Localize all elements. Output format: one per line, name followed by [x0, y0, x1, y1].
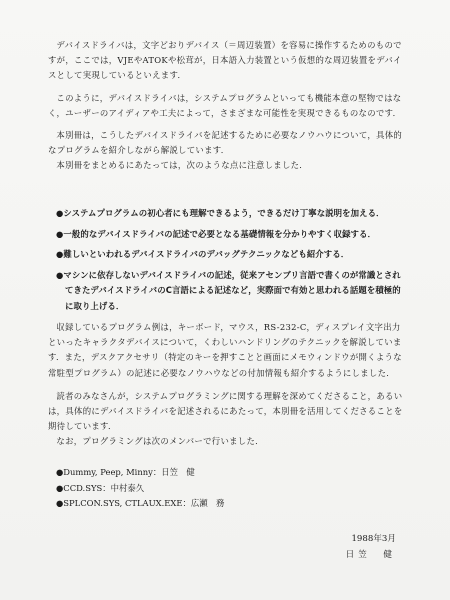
policy-item: ●マシンに依存しないデバイスドライバの記述，従来アセンブリ言語で書くのが常識とされてきたデバイスドライバのC言語による記述など，実際面で有効と思われる話題を積極的に取り上げる． — [56, 269, 401, 311]
policy-item: ●一般的なデバイスドライバの記述で必要となる基礎情報を分かりやすく収録する． — [56, 228, 376, 239]
program-section — [48, 320, 406, 450]
policy-item: ●難しいといわれるデバイスドライバのデバッグテクニックなども紹介する． — [56, 249, 350, 259]
intro-paragraph: このように，デバイスドライバは，システムプログラムといっても機能本意の堅物ではなく，ユーザーのアイディアや工夫によって，さまざまな可能性を実現できるものなのです． — [48, 92, 402, 118]
intro-paragraph: 本別冊は，こうしたデバイスドライバを記述するために必要なノウハウについて，具体的なプログラムを紹介しながら解説しています． — [48, 130, 403, 156]
intro-paragraph: デバイスドライバは，文字どおりデバイス（＝周辺装置）を容易に操作するためのものですが，ここでは，VJEやATOKや松茸が，日本語入力装置という仮想的な周辺装置をデバイスとして実現しているといえます． — [48, 40, 402, 81]
program-paragraph: 読者のみなさんが，システムプログラミングに関する理解を深めてくださること，あるいは，具体的にデバイスドライバを記述されるにあたって，本別冊を活用してくださることを期待しています． — [48, 390, 403, 432]
policy-list — [56, 206, 408, 319]
member-item: ●SPLCON.SYS, CTLAUX.EXE：広瀬 務 — [56, 498, 225, 508]
preface-date: 1988年3月 — [351, 534, 396, 544]
policy-item: ●システムプログラムの初心者にも理解できるよう，できるだけ丁寧な説明を加える． — [56, 208, 385, 218]
program-paragraph: 収録しているプログラム例は，キーボード，マウス，RS-232-C，ディスプレイ文字出力といったキャラクタデバイスについて，くわしいハンドリングのテクニックを解説しています．また，デスクアクセサリ（特定のキーを押すことと画面にメモウィンドウが開くような常駐型プログラム）の記述に必要なノウハウなどの付加情報も紹介するようにしました． — [48, 322, 402, 378]
program-paragraph: なお，プログラミングは次のメンバーで行いました． — [56, 436, 264, 447]
preface-author: 日笠 健 — [345, 550, 396, 560]
member-item: ●Dummy, Peep, Minny：日笠 健 — [56, 467, 195, 477]
member-list — [56, 465, 410, 512]
intro-section — [48, 38, 406, 174]
member-item: ●CCD.SYS：中村泰久 — [56, 482, 145, 493]
intro-paragraph: 本別冊をまとめるにあたっては，次のような点に注意しました． — [56, 160, 308, 171]
